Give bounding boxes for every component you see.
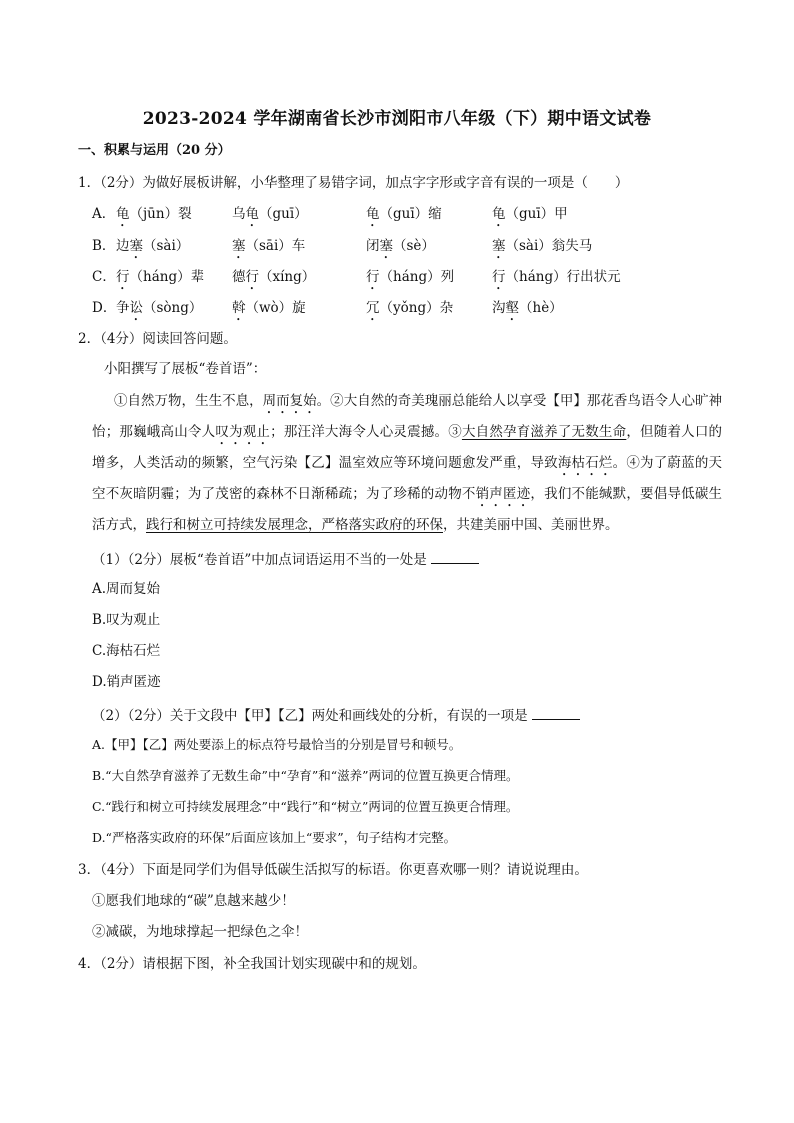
passage-text: ，共建美丽中国、美丽世界。 bbox=[443, 517, 619, 533]
sub1-option-b: B.叹为观止 bbox=[92, 612, 161, 628]
passage-dotted-term: 销声匿迹 bbox=[475, 486, 531, 502]
passage-text: ，但随着人口的增多，人类活动的频繁，空气污染【乙】温室效应等环境问题愈发严重，导致 bbox=[92, 424, 723, 471]
dotted-character: 塞 bbox=[129, 238, 143, 254]
q1-option-c-item bbox=[366, 268, 454, 293]
passage-text: ①自然万物，生生不息， bbox=[114, 393, 263, 409]
dotted-character: 行 bbox=[116, 269, 130, 285]
q1-option-a-item bbox=[492, 205, 568, 230]
q1-option-b-item bbox=[116, 237, 189, 262]
q1-option-b-item bbox=[492, 237, 592, 262]
q1-option-a-item bbox=[232, 205, 308, 230]
item-text: 德 bbox=[232, 269, 246, 285]
q1-option-d-item bbox=[492, 299, 563, 324]
dotted-character: 龟 bbox=[366, 206, 380, 222]
dotted-character: 讼 bbox=[129, 300, 143, 316]
sub2-option-d: D.“严格落实政府的环保”后面应该加上“要求”，句子结构才完整。 bbox=[92, 830, 457, 845]
question-2-passage bbox=[92, 386, 722, 541]
dotted-character: 龟 bbox=[245, 206, 259, 222]
sub1-option-c: C.海枯石烂 bbox=[92, 643, 161, 659]
dotted-character: 斡 bbox=[232, 300, 246, 316]
passage-text: ；那汪洋大海令人心灵震撼。③ bbox=[270, 424, 462, 440]
passage-dotted-term: 海枯石烂 bbox=[557, 455, 613, 471]
q1-option-c-item bbox=[492, 268, 621, 293]
sub2-option-a: A.【甲】【乙】两处要添上的标点符号最恰当的分别是冒号和顿号。 bbox=[92, 737, 462, 752]
question-2-stem: 2．（4分）阅读回答问题。 bbox=[78, 331, 237, 347]
dotted-character: 行 bbox=[492, 269, 506, 285]
q1-option-d-item bbox=[366, 299, 453, 324]
slogan-1: ①愿我们地球的“碳”息越来越少！ bbox=[92, 893, 295, 909]
pinyin-text: （guī）缩 bbox=[379, 206, 442, 222]
q1-option-d-item bbox=[116, 299, 202, 324]
question-3-stem: 3．（4分）下面是同学们为倡导低碳生活拟写的标语。你更喜欢哪一则？请说说理由。 bbox=[78, 862, 588, 878]
passage-underlined-text: 大自然孕育滋养了无数生命 bbox=[461, 424, 627, 440]
passage-underlined-text: 践行和树立可持续发展理念，严格落实政府的环保 bbox=[146, 517, 443, 533]
pinyin-text: （guī）甲 bbox=[505, 206, 568, 222]
pinyin-text: （hè） bbox=[519, 300, 563, 316]
dotted-character: 壑 bbox=[505, 300, 519, 316]
pinyin-text: （sài）翁失马 bbox=[505, 238, 593, 254]
question-2-intro: 小阳撰写了展板“卷首语”： bbox=[104, 361, 267, 377]
dotted-character: 塞 bbox=[492, 238, 506, 254]
pinyin-text: （sài） bbox=[143, 238, 190, 254]
sub1-option-a: A.周而复始 bbox=[92, 581, 161, 597]
pinyin-text: （xíng） bbox=[259, 269, 316, 285]
answer-blank[interactable] bbox=[431, 549, 479, 564]
pinyin-text: （wò）旋 bbox=[245, 300, 306, 316]
q1-option-d-letter: D． bbox=[92, 300, 117, 316]
q1-option-a-letter: A． bbox=[92, 206, 116, 222]
item-text: 边 bbox=[116, 238, 130, 254]
dotted-character: 龟 bbox=[116, 206, 130, 222]
dotted-character: 冗 bbox=[366, 300, 380, 316]
sub2-option-c: C.“践行和树立可持续发展理念”中“践行”和“树立”两词的位置互换更合情理。 bbox=[92, 799, 519, 814]
dotted-character: 塞 bbox=[232, 238, 246, 254]
slogan-2: ②减碳，为地球撑起一把绿色之伞！ bbox=[92, 924, 308, 940]
dotted-character: 行 bbox=[366, 269, 380, 285]
sub-question-text: （2）（2分）关于文段中【甲】【乙】两处和画线处的分析，有误的一项是 bbox=[92, 708, 532, 724]
q1-option-c-letter: C． bbox=[92, 269, 116, 285]
dotted-character: 龟 bbox=[492, 206, 506, 222]
sub1-option-d: D.销声匿迹 bbox=[92, 674, 161, 690]
q1-option-a-item bbox=[366, 205, 442, 230]
passage-dotted-term: 周而复始 bbox=[262, 393, 317, 409]
q1-option-b-item bbox=[232, 237, 305, 262]
q1-option-d-item bbox=[232, 299, 306, 324]
item-text: 乌 bbox=[232, 206, 246, 222]
pinyin-text: （jūn）裂 bbox=[129, 206, 192, 222]
item-text: 闭 bbox=[366, 238, 380, 254]
passage-text: ，我们不能缄默，要倡导低碳生活方式， bbox=[92, 486, 723, 533]
pinyin-text: （sè） bbox=[393, 238, 435, 254]
sub2-option-b: B.“大自然孕育滋养了无数生命”中“孕育”和“滋养”两词的位置互换更合情理。 bbox=[92, 768, 519, 783]
pinyin-text: （sāi）车 bbox=[245, 238, 306, 254]
item-text: 争 bbox=[116, 300, 130, 316]
passage-text: 。④为了蔚蓝的天空不灰暗阴霾；为了茂密的森林不日渐稀疏；为了珍稀的动物不 bbox=[92, 455, 723, 502]
question-1-stem: 1．（2分）为做好展板讲解，小华整理了易错字词，加点字字形或字音有误的一项是（ ） bbox=[78, 175, 629, 191]
q1-option-b-item bbox=[366, 237, 435, 262]
item-text: 沟 bbox=[492, 300, 506, 316]
exam-title: 2023-2024 学年湖南省长沙市浏阳市八年级（下）期中语文试卷 bbox=[142, 109, 652, 129]
pinyin-text: （háng）辈 bbox=[129, 269, 205, 285]
dotted-character: 塞 bbox=[379, 238, 393, 254]
sub-question-text: （1）（2分）展板“卷首语”中加点词语运用不当的一处是 bbox=[92, 552, 432, 568]
section-heading: 一、积累与运用（20 分） bbox=[78, 143, 231, 158]
pinyin-text: （guī） bbox=[259, 206, 308, 222]
passage-dotted-term: 叹为观止 bbox=[215, 424, 271, 440]
q1-option-b-letter: B． bbox=[92, 238, 116, 254]
pinyin-text: （sòng） bbox=[143, 300, 203, 316]
dotted-character: 行 bbox=[245, 269, 259, 285]
question-2-sub2-stem bbox=[92, 705, 580, 725]
answer-blank[interactable] bbox=[532, 705, 580, 720]
question-4-stem: 4．（2分）请根据下图，补全我国计划实现碳中和的规划。 bbox=[78, 956, 426, 972]
q1-option-c-item bbox=[232, 268, 315, 293]
q1-option-c-item bbox=[116, 268, 204, 293]
question-2-sub1-stem bbox=[92, 549, 479, 569]
pinyin-text: （yǒng）杂 bbox=[379, 300, 454, 316]
passage-text: 。②大自然的奇美瑰丽总能给人以享受【甲】那花香鸟语令人心旷神怡；那巍峨高山令人 bbox=[92, 393, 723, 440]
pinyin-text: （háng）列 bbox=[379, 269, 455, 285]
pinyin-text: （háng）行出状元 bbox=[505, 269, 621, 285]
q1-option-a-item bbox=[116, 205, 192, 230]
